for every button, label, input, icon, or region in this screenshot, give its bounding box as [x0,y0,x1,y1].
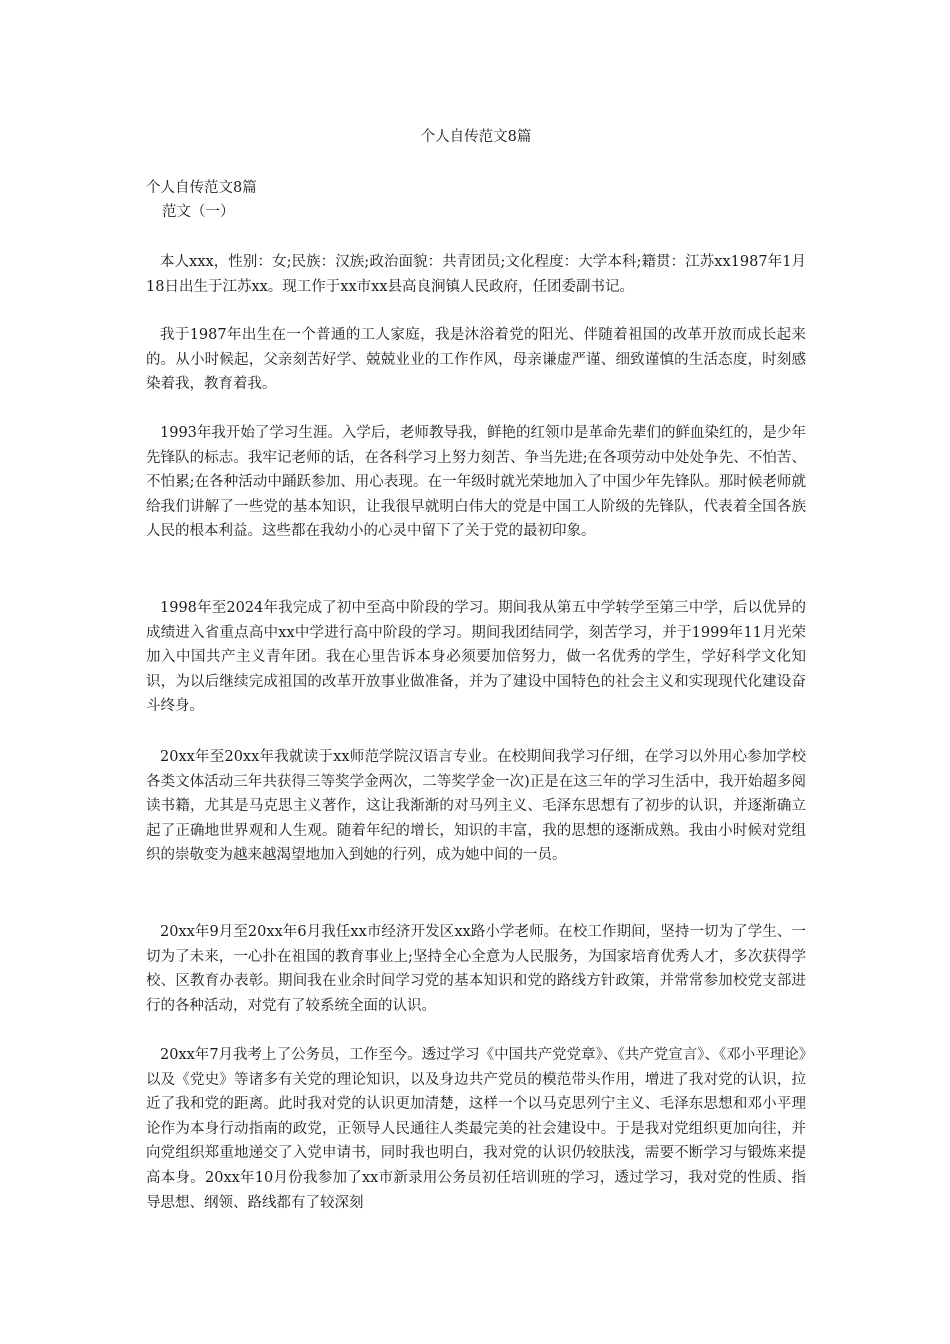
paragraph-1: 本人xxx，性别：女;民族：汉族;政治面貌：共青团员;文化程度：大学本科;籍贯：江苏xx1987年1月18日出生于江苏xx。现工作于xx市xx县高良涧镇人民政府，任团委副书记。 [146,254,806,295]
paragraph-5: 20xx年至20xx年我就读于xx师范学院汉语言专业。在校期间我学习仔细，在学习以外用心参加学校各类文体活动三年共获得三等奖学金两次，二等奖学金一次)正是在这三年的学习生活中，我开始超多阅读书籍，尤其是马克思主义著作，这让我渐渐的对马列主义、毛泽东思想有了初步的认识，并逐渐确立起了正确地世界观和人生观。随着年纪的增长，知识的丰富，我的思想的逐渐成熟。我由小时候对党组织的崇敬变为越来越渴望地加入到她的行列，成为她中间的一员。 [146,749,806,864]
article-heading: 个人自传范文8篇 [146,180,257,196]
paragraph-7: 20xx年7月我考上了公务员，工作至今。透过学习《中国共产党党章》、《共产党宣言》、《邓小平理论》以及《党史》等诸多有关党的理论知识，以及身边共产党员的模范带头作用，增进了我对党的认识，拉近了我和党的距离。此时我对党的认识更加清楚，这样一个以马克思列宁主义、毛泽东思想和邓小平理论作为本身行动指南的政党，正领导人民通往人类最完美的社会建设中。于是我对党组织更加向往，并向党组织郑重地递交了入党申请书，同时我也明白，我对党的认识仍较肤浅，需要不断学习与锻炼来提高本身。20xx年10月份我参加了xx市新录用公务员初任培训班的学习，透过学习，我对党的性质、指导思想、纲领、路线都有了较深刻 [146,1047,806,1211]
paragraph-2: 我于1987年出生在一个普通的工人家庭，我是沐浴着党的阳光、伴随着祖国的改革开放而成长起来的。从小时候起，父亲刻苦好学、兢兢业业的工作作风，母亲谦虚严谨、细致谨慎的生活态度，时刻感染着我，教育着我。 [146,327,806,393]
paragraph-4: 1998年至2024年我完成了初中至高中阶段的学习。期间我从第五中学转学至第三中学，后以优异的成绩进入省重点高中xx中学进行高中阶段的学习。期间我团结同学，刻苦学习，并于1999年11月光荣加入中国共产主义青年团。我在心里告诉本身必须要加倍努力，做一名优秀的学生，学好科学文化知识，为以后继续完成祖国的改革开放事业做准备，并为了建设中国特色的社会主义和实现现代化建设奋斗终身。 [146,600,806,715]
paragraph-6: 20xx年9月至20xx年6月我任xx市经济开发区xx路小学老师。在校工作期间，坚持一切为了学生、一切为了未来，一心扑在祖国的教育事业上;坚持全心全意为人民服务，为国家培育优秀人才，多次获得学校、区教育办表彰。期间我在业余时间学习党的基本知识和党的路线方针政策，并常常参加校党支部进行的各种活动，对党有了较系统全面的认识。 [146,924,806,1014]
article-sub-heading: 范文（一） [162,204,235,220]
document-title: 个人自传范文8篇 [420,129,532,145]
paragraph-3: 1993年我开始了学习生涯。入学后，老师教导我，鲜艳的红领巾是革命先辈们的鲜血染红的，是少年先锋队的标志。我牢记老师的话，在各科学习上努力刻苦、争当先进;在各项劳动中处处争先、不怕苦、不怕累;在各种活动中踊跃参加、用心表现。在一年级时就光荣地加入了中国少年先锋队。那时候老师就给我们讲解了一些党的基本知识，让我很早就明白伟大的党是中国工人阶级的先锋队，代表着全国各族人民的根本利益。这些都在我幼小的心灵中留下了关于党的最初印象。 [146,425,806,540]
